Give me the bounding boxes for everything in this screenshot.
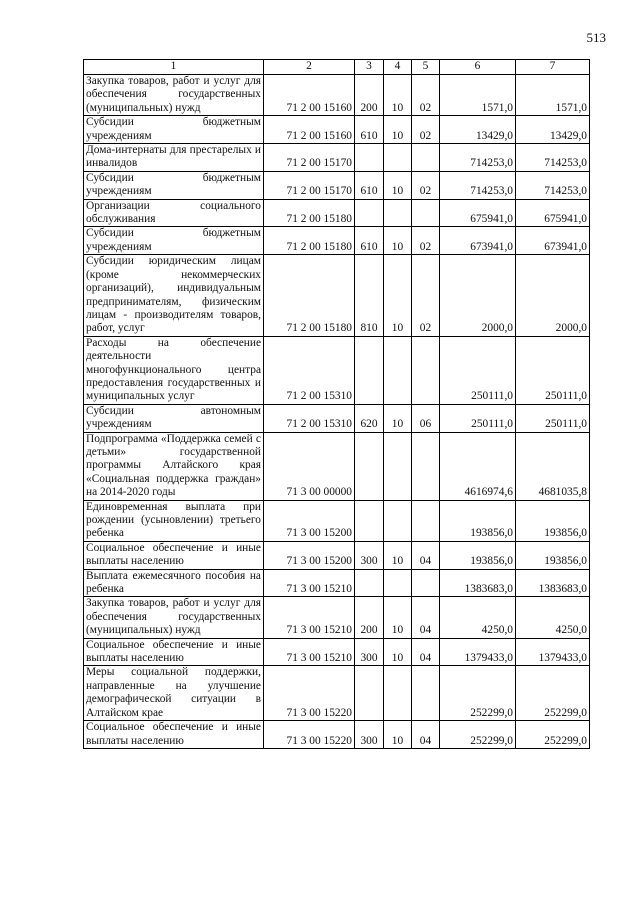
row-name: Социальное обеспечение и иные выплаты населению [84,541,264,569]
row-code: 71 2 00 15160 [264,75,355,116]
row-col5: 02 [412,75,440,116]
row-name: Дома-интернаты для престарелых и инвалидов [84,144,264,172]
row-name: Закупка товаров, работ и услуг для обеспечения государственных (муниципальных) нужд [84,597,264,638]
row-value-6: 252299,0 [440,721,516,749]
row-code: 71 3 00 15200 [264,541,355,569]
row-name: Выплата ежемесячного пособия на ребенка [84,569,264,597]
row-code: 71 3 00 15200 [264,500,355,541]
row-value-7: 252299,0 [516,666,590,721]
column-header: 1 [84,60,264,75]
row-value-7: 250111,0 [516,336,590,404]
row-col5 [412,432,440,500]
row-value-6: 714253,0 [440,144,516,172]
table-row [84,199,590,227]
row-value-7: 252299,0 [516,721,590,749]
row-col3 [355,569,384,597]
row-code: 71 3 00 15210 [264,597,355,638]
row-name: Единовременная выплата при рождении (усыновлении) третьего ребенка [84,500,264,541]
row-value-7: 1571,0 [516,75,590,116]
row-col3 [355,666,384,721]
row-code: 71 3 00 15210 [264,638,355,666]
row-col5: 02 [412,171,440,199]
row-name: Меры социальной поддержки, направленные на улучшение демографической ситуации в Алтайском крае [84,666,264,721]
row-col4 [384,144,412,172]
column-header: 6 [440,60,516,75]
row-col3: 620 [355,404,384,432]
row-value-7: 4681035,8 [516,432,590,500]
row-col3 [355,199,384,227]
table-row [84,227,590,255]
table-row [84,255,590,336]
row-name: Социальное обеспечение и иные выплаты населению [84,638,264,666]
table-row [84,721,590,749]
row-value-6: 250111,0 [440,336,516,404]
row-name: Расходы на обеспечение деятельности многофункционального центра предоставления государственных и муниципальных услуг [84,336,264,404]
row-value-6: 250111,0 [440,404,516,432]
row-name: Подпрограмма «Поддержка семей с детьми» государственной программы Алтайского края «Социальная поддержка граждан» на 2014-2020 годы [84,432,264,500]
table-row [84,144,590,172]
table-row [84,569,590,597]
table-row [84,597,590,638]
row-col5: 02 [412,116,440,144]
row-value-6: 673941,0 [440,227,516,255]
row-col4: 10 [384,116,412,144]
row-col3 [355,144,384,172]
row-col4: 10 [384,255,412,336]
row-col4: 10 [384,541,412,569]
row-col4: 10 [384,597,412,638]
row-code: 71 2 00 15160 [264,116,355,144]
row-value-7: 714253,0 [516,171,590,199]
row-value-7: 2000,0 [516,255,590,336]
row-col5: 04 [412,541,440,569]
row-col5 [412,336,440,404]
row-value-7: 1379433,0 [516,638,590,666]
row-value-6: 1383683,0 [440,569,516,597]
column-header: 4 [384,60,412,75]
row-name: Организации социального обслуживания [84,199,264,227]
row-value-6: 252299,0 [440,666,516,721]
row-col5: 02 [412,227,440,255]
row-col3 [355,432,384,500]
row-code: 71 2 00 15310 [264,404,355,432]
row-col4: 10 [384,75,412,116]
row-col4: 10 [384,721,412,749]
row-col3: 300 [355,541,384,569]
row-value-7: 193856,0 [516,500,590,541]
row-code: 71 2 00 15310 [264,336,355,404]
table-row [84,541,590,569]
row-value-7: 1383683,0 [516,569,590,597]
table-body [84,75,590,749]
row-col4: 10 [384,227,412,255]
row-value-6: 13429,0 [440,116,516,144]
row-name: Субсидии бюджетным учреждениям [84,171,264,199]
table-row [84,75,590,116]
row-name: Субсидии бюджетным учреждениям [84,227,264,255]
row-col3: 200 [355,75,384,116]
page-number: 513 [586,30,606,45]
row-col5 [412,666,440,721]
budget-table [83,59,590,749]
row-col4 [384,500,412,541]
column-header: 2 [264,60,355,75]
row-value-7: 714253,0 [516,144,590,172]
row-value-7: 673941,0 [516,227,590,255]
table-row [84,666,590,721]
row-col5 [412,199,440,227]
row-name: Субсидии бюджетным учреждениям [84,116,264,144]
row-value-6: 1379433,0 [440,638,516,666]
row-col4: 10 [384,404,412,432]
row-col5: 04 [412,638,440,666]
row-value-6: 4250,0 [440,597,516,638]
row-col5 [412,144,440,172]
row-col3: 300 [355,721,384,749]
row-code: 71 3 00 15220 [264,666,355,721]
row-value-7: 193856,0 [516,541,590,569]
row-col5: 04 [412,721,440,749]
row-col3: 610 [355,171,384,199]
row-col3: 300 [355,638,384,666]
row-code: 71 3 00 15210 [264,569,355,597]
row-value-6: 1571,0 [440,75,516,116]
row-col4 [384,666,412,721]
row-col4 [384,569,412,597]
row-value-7: 4250,0 [516,597,590,638]
row-value-6: 714253,0 [440,171,516,199]
row-value-7: 675941,0 [516,199,590,227]
table-row [84,116,590,144]
row-name: Субсидии юридическим лицам (кроме некоммерческих организаций), индивидуальным предпринимателям, физическим лицам - производителям товаров, работ, услуг [84,255,264,336]
row-value-7: 13429,0 [516,116,590,144]
table-row [84,404,590,432]
row-col5: 04 [412,597,440,638]
column-header-row [84,60,590,75]
row-col3: 610 [355,116,384,144]
column-header: 5 [412,60,440,75]
column-header: 3 [355,60,384,75]
row-col3: 610 [355,227,384,255]
row-col3 [355,500,384,541]
row-col5 [412,569,440,597]
row-col3 [355,336,384,404]
table-row [84,500,590,541]
table-row [84,432,590,500]
row-col3: 200 [355,597,384,638]
table-row [84,336,590,404]
row-value-7: 250111,0 [516,404,590,432]
row-col5: 02 [412,255,440,336]
row-value-6: 4616974,6 [440,432,516,500]
row-name: Субсидии автономным учреждениям [84,404,264,432]
row-col4 [384,199,412,227]
row-code: 71 2 00 15180 [264,199,355,227]
row-code: 71 2 00 15170 [264,171,355,199]
row-col4: 10 [384,638,412,666]
row-col4 [384,432,412,500]
table-row [84,638,590,666]
row-name: Социальное обеспечение и иные выплаты населению [84,721,264,749]
row-code: 71 2 00 15180 [264,255,355,336]
row-value-6: 2000,0 [440,255,516,336]
row-col3: 810 [355,255,384,336]
row-code: 71 3 00 15220 [264,721,355,749]
column-header: 7 [516,60,590,75]
row-col4 [384,336,412,404]
row-col5 [412,500,440,541]
row-code: 71 3 00 00000 [264,432,355,500]
row-code: 71 2 00 15170 [264,144,355,172]
row-value-6: 675941,0 [440,199,516,227]
row-name: Закупка товаров, работ и услуг для обеспечения государственных (муниципальных) нужд [84,75,264,116]
table-row [84,171,590,199]
row-col5: 06 [412,404,440,432]
row-value-6: 193856,0 [440,541,516,569]
row-value-6: 193856,0 [440,500,516,541]
row-code: 71 2 00 15180 [264,227,355,255]
row-col4: 10 [384,171,412,199]
